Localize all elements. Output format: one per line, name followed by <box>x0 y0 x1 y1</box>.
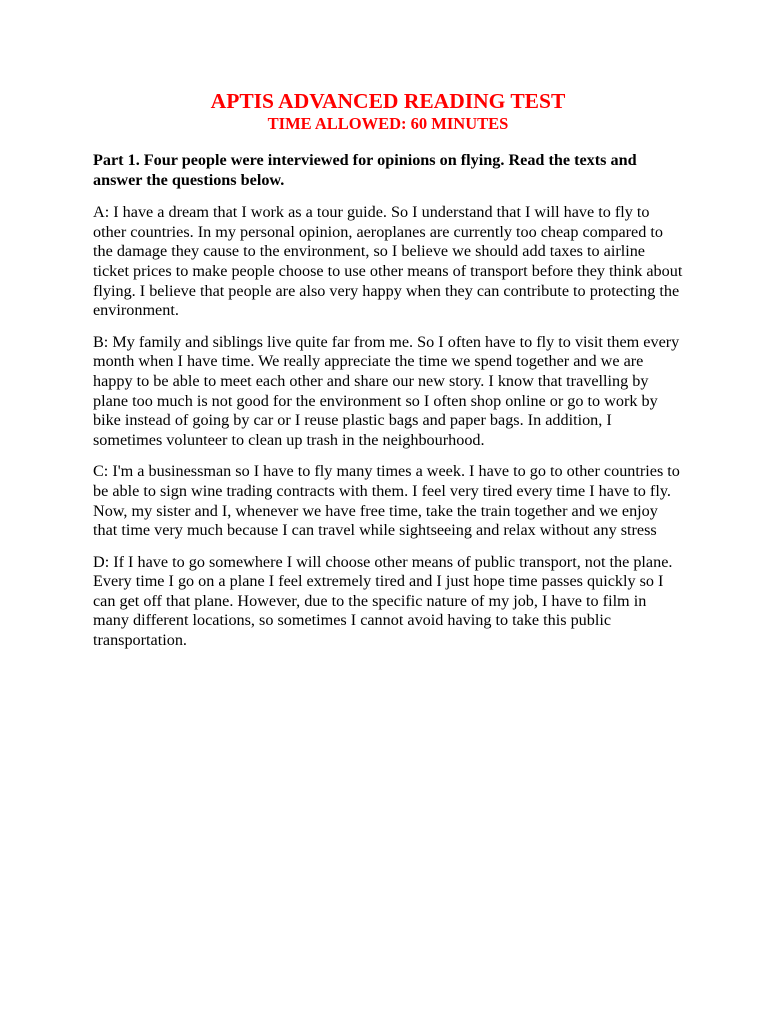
page-title: APTIS ADVANCED READING TEST <box>210 89 566 113</box>
paragraph-c: C: I'm a businessman so I have to fly many times a week. I have to go to other countries to be able to sign wine trading contracts with them. I feel very tired every time I have to fly. Now, my sister and I, whenever we have free time, take the train together and we enjoy that time very much because I can travel while sightseeing and relax without any stress <box>93 462 680 540</box>
document-page <box>93 88 683 663</box>
paragraph-d: D: If I have to go somewhere I will choose other means of public transport, not the plane. Every time I go on a plane I feel extremely tired and I just hope time passes quickly so I can get off that plane. However, due to the specific nature of my job, I have to film in many different locations, so sometimes I cannot avoid having to take this public transportation. <box>93 552 673 650</box>
time-allowed-subtitle: TIME ALLOWED: 60 MINUTES <box>267 114 509 133</box>
paragraph-b: B: My family and siblings live quite far from me. So I often have to fly to visit them every month when I have time. We really appreciate the time we spend together and we are happy to be able to meet each other and share our new story. I know that travelling by plane too much is not good for the environment so I often shop online or go to work by bike instead of going by car or I reuse plastic bags and paper bags. In addition, I sometimes volunteer to clean up trash in the neighbourhood. <box>93 332 680 449</box>
part-instructions: Part 1. Four people were interviewed for opinions on flying. Read the texts and answer the questions below. <box>93 151 637 189</box>
paragraph-a: A: I have a dream that I work as a tour guide. So I understand that I will have to fly to other countries. In my personal opinion, aeroplanes are currently too cheap compared to the damage they cause to the environment, so I believe we should add taxes to airline ticket prices to make people choose to use other means of transport before they think about flying. I believe that people are also very happy when they can contribute to protecting the environment. <box>93 203 683 320</box>
